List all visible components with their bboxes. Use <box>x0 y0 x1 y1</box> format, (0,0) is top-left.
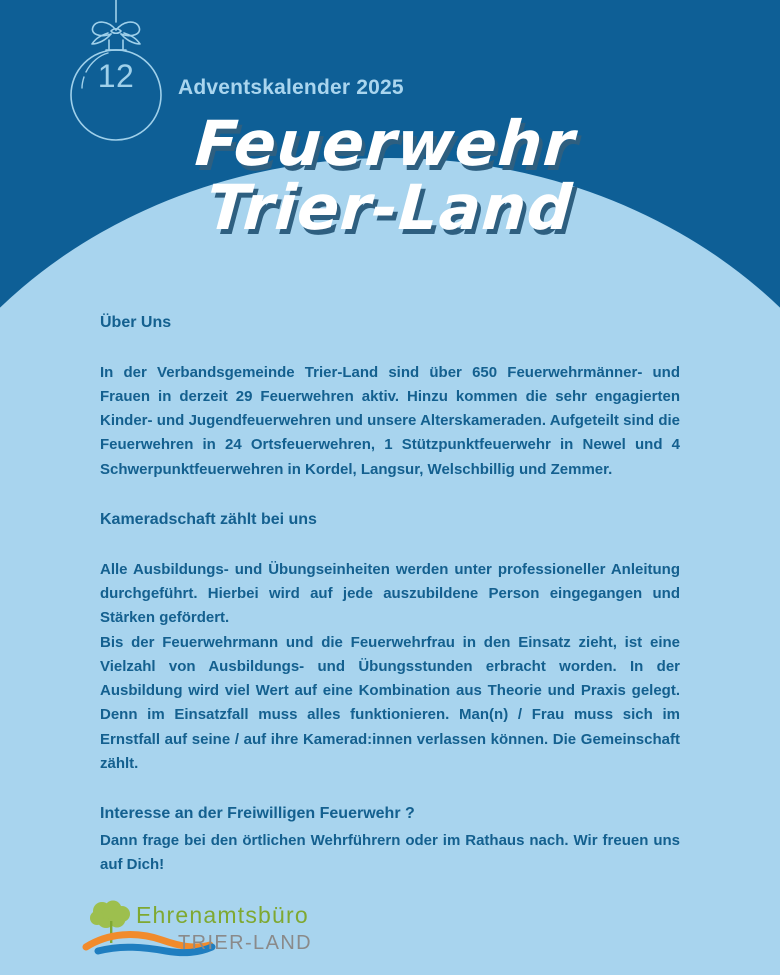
ornament-day-number: 12 <box>97 58 135 94</box>
spacer <box>100 334 680 361</box>
section-heading-kameradschaft: Kameradschaft zählt bei uns <box>100 511 317 529</box>
spacer <box>100 531 680 558</box>
section-heading-ueber-uns: Über Uns <box>100 314 172 331</box>
section-paragraph-ueber-uns-1: In der Verbandsgemeinde Trier-Land sind über 650 Feuerwehrmänner- und Frauen in derzeit 29 Feuerwehren aktiv. Hinzu kommen die sehr engagierten Kinder- und Jugendfeuerwehren und unsere Alterskameraden. Aufgeteilt sind die Feuerwehren in 24 Ortsfeuerwehren, 1 Stützpunktfeuerwehr in Newel und 4 Schwerpunktfeuerwehren in Kordel, Langsur, Welschbillig und Zemmer. <box>100 363 680 478</box>
logo-name: Ehrenamtsbüro <box>136 902 309 928</box>
logo-graphic <box>78 897 328 959</box>
spacer <box>100 482 680 509</box>
section-paragraph-kameradschaft-2: Bis der Feuerwehrmann und die Feuerwehrfrau in den Einsatz zieht, ist eine Vielzahl von Ausbildungs- und Übungsstunden erbracht worden. In der Ausbildung wird viel Wert auf eine Kombination aus Theorie und Praxis gelegt. Denn im Einsatzfall muss alles funktionieren. Man(n) / Frau muss sich im Ernstfall auf seine / auf ihre Kamerad:innen verlassen können. Die Gemeinschaft zählt. <box>100 633 680 773</box>
page-title-line-1: Feuerwehr <box>193 107 578 180</box>
section-paragraph-interesse-1: Dann frage bei den örtlichen Wehrführern oder im Rathaus nach. Wir freuen uns auf Dich! <box>100 831 680 874</box>
spacer <box>100 776 680 803</box>
logo-subtitle: TRIER-LAND <box>178 932 313 954</box>
article-body <box>100 312 680 878</box>
page-title <box>0 107 780 244</box>
ehrenamtsbuero-logo <box>78 897 328 959</box>
section-heading-interesse: Interesse an der Freiwilligen Feuerwehr ? <box>100 805 415 823</box>
kicker-text: Adventskalender 2025 <box>178 76 404 99</box>
page-title-line-2: Trier-Land <box>204 170 576 244</box>
section-paragraph-kameradschaft-1: Alle Ausbildungs- und Übungseinheiten werden unter professioneller Anleitung durchgeführt. Hierbei wird auf jede auszubildene Person eingegangen und Stärken gefördert. <box>100 560 680 627</box>
